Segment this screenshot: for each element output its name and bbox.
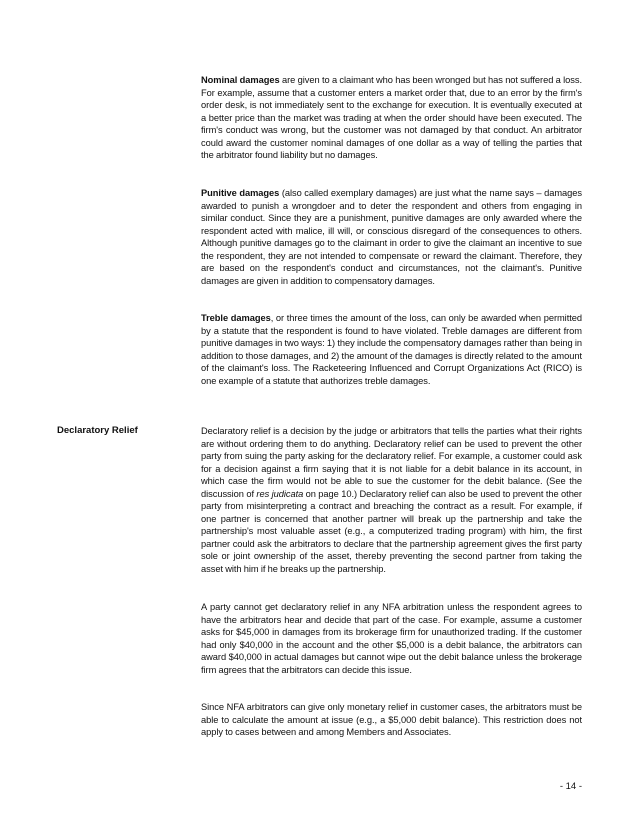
punitive-damages-text: (also called exemplary damages) are just what the name says – damages awarded to punish a wrongdoer and to deter the respondent and others from engaging in similar conduct. Since they are a punishment, punitive damages are only awarded where the respondent acted with malice, ill will, or conscious disregard of the consequences to others. Although punitive damages go to the claimant in order to give the claimant an incentive to sue the respondent, they are not intended to compensate or reward the claimant. Therefore, they are based on the respondent's conduct and circumstances, not the claimant's. Punitive damages are given in addition to compensatory damages. — [201, 188, 582, 286]
declaratory-p2-text: A party cannot get declaratory relief in any NFA arbitration unless the respondent agrees to have the arbitrators hear and decide that part of the case. For example, assume a customer asks for $45,000 in damages from its brokerage firm for unauthorized trading. If the customer had only $40,000 in the account and the other $5,000 is a debit balance, the arbitrators can award $40,000 in actual damages but cannot wipe out the debit balance unless the brokerage firm agrees that the arbitrators can decide this issue. — [201, 602, 582, 675]
nominal-damages-paragraph — [201, 74, 582, 162]
declaratory-relief-paragraph-3 — [201, 701, 582, 739]
treble-damages-text: , or three times the amount of the loss, can only be awarded when permitted by a statute that the respondent is found to have violated. Treble damages are different from punitive damages in two ways: 1) they include the compensatory damages rather than being in addition to those damages, and 2) the amount of the damages is directly related to the amount of the claimant's loss. The Racketeering Influenced and Corrupt Organizations Act (RICO) is one example of a statute that authorizes treble damages. — [201, 313, 583, 386]
punitive-damages-term: Punitive damages — [201, 188, 280, 198]
res-judicata-italic: res judicata — [256, 488, 304, 499]
declaratory-text-b: on page 10.) Declaratory relief can also be used to prevent the other party from misinterpreting a contract and breaching the contract as a result. For example, if one partner is concerned that another partner will break up the partnership and take the partnership's most valuable asset (e.g., a computerized trading program) with him, the first partner could ask the arbitrators to declare that the partnership agreement gives the first party sole or joint ownership of the asset, thereby preventing the second partner from taking the asset with him if he breaks up the partnership. — [201, 488, 582, 574]
declaratory-text-a: Declaratory relief is a decision by the judge or arbitrators that tells the parties what their rights are without ordering them to do anything. Declaratory relief can be used to prevent the other party from suing the party asking for the declaratory relief. For example, a customer could ask for a decision against a firm saying that it is not liable for a debit balance in its account, in which case the firm would not be able to sue the customer for the debit balance. (See the discussion of — [201, 426, 582, 499]
punitive-damages-paragraph — [201, 187, 582, 287]
nominal-damages-term: Nominal damages — [201, 75, 280, 85]
treble-damages-paragraph — [201, 312, 582, 387]
declaratory-p3-text: Since NFA arbitrators can give only monetary relief in customer cases, the arbitrators must be able to calculate the amount at issue (e.g., a $5,000 debit balance). This restriction does not apply to cases between and among Members and Associates. — [201, 702, 582, 737]
page-number: - 14 - — [559, 781, 582, 792]
declaratory-relief-paragraph-2 — [201, 601, 582, 676]
declaratory-relief-heading: Declaratory Relief — [57, 425, 138, 436]
declaratory-relief-paragraph-1 — [201, 425, 582, 575]
treble-damages-term: Treble damages — [201, 313, 271, 323]
nominal-damages-text: are given to a claimant who has been wronged but has not suffered a loss. For example, assume that a customer enters a market order that, due to an error by the firm's order desk, is not immediately sent to the exchange for execution. It is eventually executed at a better price than the market was trading at when the order should have been executed. The firm's conduct was wrong, but the customer was not damaged by that conduct. An arbitrator could award the customer nominal damages of one dollar as a way of telling the parties that the arbitrator found liability but no damages. — [201, 75, 583, 160]
